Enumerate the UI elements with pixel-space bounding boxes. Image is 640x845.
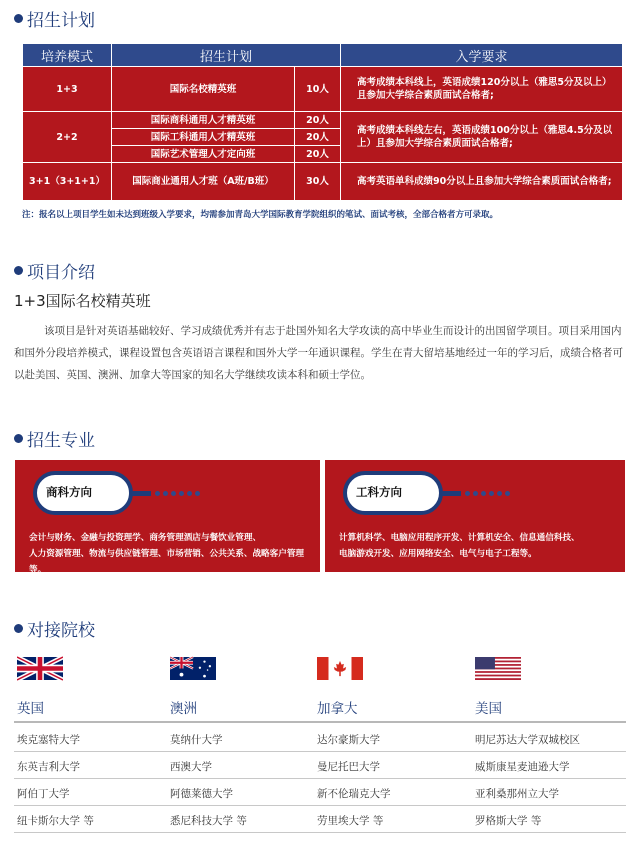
country-australia: 澳洲 [170, 701, 197, 717]
country-canada: 加拿大 [317, 701, 358, 717]
major-card-engineering [325, 460, 625, 572]
mode-cell: 2+2 [23, 112, 112, 163]
university-item: 劳里埃大学 等 [317, 815, 384, 827]
class-cell: 国际艺术管理人才定向班 [112, 146, 295, 163]
table-header-row [23, 44, 623, 67]
major-label: 商科方向 [46, 485, 92, 499]
university-item: 莫纳什大学 [170, 734, 223, 746]
requirement-cell: 高考成绩本科线左右，英语成绩100分以上（雅思4.5分及以上）且参加大学综合素质面试合格者; [341, 112, 623, 163]
majors-section-title [14, 426, 95, 451]
count-cell: 20人 [295, 129, 341, 146]
mode-cell: 1+3 [23, 67, 112, 112]
majors-title-text: 招生专业 [27, 431, 95, 451]
connector-bar [441, 491, 461, 496]
university-item: 悉尼科技大学 等 [170, 815, 247, 827]
canada-flag-icon [317, 656, 363, 681]
bullet-icon [14, 14, 23, 23]
university-item: 罗格斯大学 等 [475, 815, 542, 827]
australia-flag-icon [170, 656, 216, 681]
schools-section-title [14, 616, 95, 641]
class-cell: 国际商业通用人才班（A班/B班） [112, 163, 295, 201]
major-description [29, 530, 320, 578]
university-item: 达尔豪斯大学 [317, 734, 380, 746]
dots-decoration [465, 491, 510, 496]
major-card-business [15, 460, 320, 575]
program-title-text: 项目介绍 [27, 263, 95, 283]
table-row [23, 67, 623, 112]
connector-bar [131, 491, 151, 496]
university-item: 亚利桑那州立大学 [475, 788, 559, 800]
divider [14, 721, 626, 723]
schools-title-text: 对接院校 [27, 621, 95, 641]
major-description-line: 电脑游戏开发、应用网络安全、电气与电子工程等。 [339, 549, 537, 559]
divider [14, 751, 626, 752]
header-plan: 招生计划 [112, 44, 341, 67]
university-item: 威斯康星麦迪逊大学 [475, 761, 570, 773]
program-section-title [14, 258, 95, 283]
plan-section-title [14, 6, 95, 31]
header-mode: 培养模式 [23, 44, 112, 67]
university-item: 纽卡斯尔大学 等 [17, 815, 94, 827]
count-cell: 20人 [295, 146, 341, 163]
program-description: 该项目是针对英语基础较好、学习成绩优秀并有志于赴国外知名大学攻读的高中毕业生而设计的出国留学项目。项目采用国内和国外分段培养模式，课程设置包含英语语言课程和国外大学一年通识课程。学生在青大留培基地经过一年的学习后，成绩合格者可以赴美国、英国、澳洲、加拿大等国家的知名大学继续攻读本科和硕士学位。 [14, 325, 623, 381]
university-item: 埃克塞特大学 [17, 734, 80, 746]
class-cell: 国际商科通用人才精英班 [112, 112, 295, 129]
usa-flag-icon [475, 656, 521, 681]
table-note: 注：报名以上项目学生如未达到班级入学要求，均需参加青岛大学国际教育学院组织的笔试、面试考核，全部合格者方可录取。 [22, 210, 499, 220]
class-cell: 国际名校精英班 [112, 67, 295, 112]
university-item: 西澳大学 [170, 761, 212, 773]
count-cell: 30人 [295, 163, 341, 201]
university-item: 曼尼托巴大学 [317, 761, 380, 773]
country-uk: 英国 [17, 701, 44, 717]
class-cell: 国际工科通用人才精英班 [112, 129, 295, 146]
plan-title-text: 招生计划 [27, 11, 95, 31]
major-description-line: 计算机科学、电脑应用程序开发、计算机安全、信息通信科技、 [339, 533, 580, 543]
bullet-icon [14, 434, 23, 443]
major-description [339, 530, 580, 562]
uk-flag-icon [17, 656, 63, 681]
bullet-icon [14, 624, 23, 633]
count-cell: 10人 [295, 67, 341, 112]
divider [14, 805, 626, 806]
university-item: 明尼苏达大学双城校区 [475, 734, 580, 746]
major-description-line: 会计与财务、金融与投资理学、商务管理酒店与餐饮业管理、 [29, 533, 262, 543]
count-cell: 20人 [295, 112, 341, 129]
university-item: 阿伯丁大学 [17, 788, 70, 800]
requirement-cell: 高考英语单科成绩90分以上且参加大学综合素质面试合格者; [341, 163, 623, 201]
country-usa: 美国 [475, 701, 502, 717]
university-item: 新不伦瑞克大学 [317, 788, 391, 800]
major-label: 工科方向 [356, 485, 402, 499]
admission-plan-table [22, 43, 623, 201]
bullet-icon [14, 266, 23, 275]
university-item: 东英吉利大学 [17, 761, 80, 773]
table-row [23, 112, 623, 129]
major-description-line: 人力资源管理、物流与供应链管理、市场营销、公共关系、战略客户管理等。 [29, 549, 305, 575]
mode-cell: 3+1（3+1+1） [23, 163, 112, 201]
header-requirement: 入学要求 [341, 44, 623, 67]
dots-decoration [155, 491, 200, 496]
divider [14, 832, 626, 833]
divider [14, 778, 626, 779]
requirement-cell: 高考成绩本科线上，英语成绩120分以上（雅思5分及以上）且参加大学综合素质面试合格者; [341, 67, 623, 112]
university-item: 阿德莱德大学 [170, 788, 233, 800]
table-row [23, 163, 623, 201]
program-subtitle: 1+3国际名校精英班 [14, 292, 151, 310]
